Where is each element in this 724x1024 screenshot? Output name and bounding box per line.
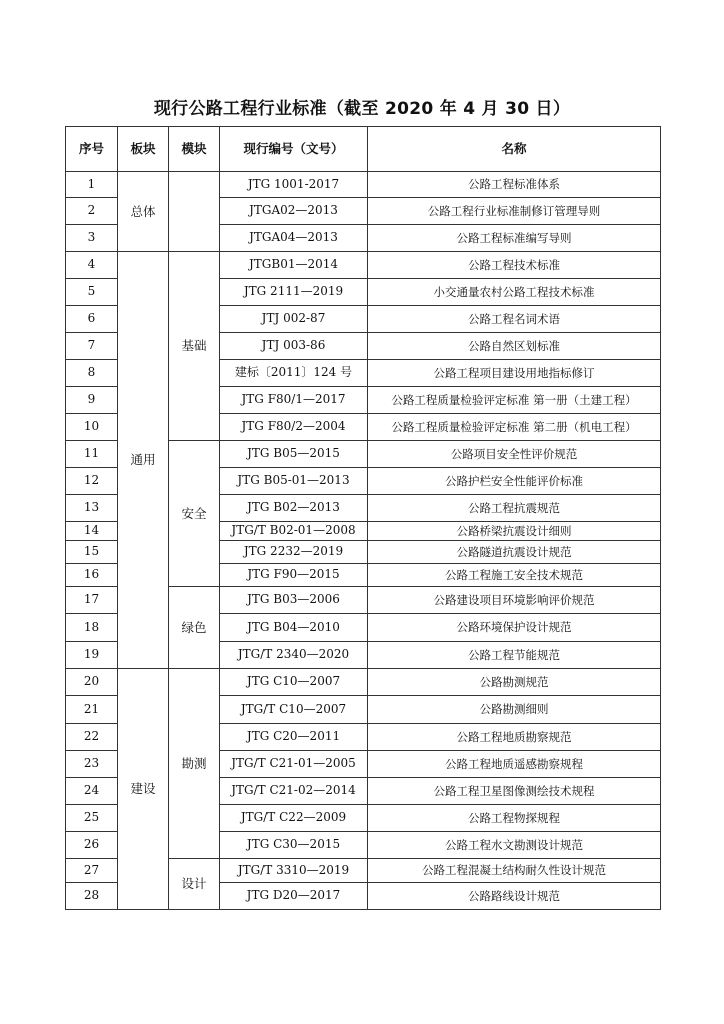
- header-row: [66, 127, 661, 172]
- row-code: JTG/T 3310—2019: [220, 859, 368, 883]
- row-name: 公路工程项目建设用地指标修订: [368, 360, 661, 387]
- module-cell-basic: 基础: [169, 252, 220, 441]
- row-code: JTGB01—2014: [220, 252, 368, 279]
- row-serial: 14: [66, 522, 118, 541]
- row-serial: 20: [66, 669, 118, 696]
- row-name: 公路勘测规范: [368, 669, 661, 696]
- row-name: 公路工程抗震规范: [368, 495, 661, 522]
- row-serial: 4: [66, 252, 118, 279]
- row-code: JTGA04—2013: [220, 225, 368, 252]
- row-name: 公路工程混凝土结构耐久性设计规范: [368, 859, 661, 883]
- section-cell-overall: 总体: [118, 172, 169, 252]
- row-serial: 8: [66, 360, 118, 387]
- row-name: 公路工程名词术语: [368, 306, 661, 333]
- row-serial: 27: [66, 859, 118, 883]
- row-code: JTG B03—2006: [220, 587, 368, 614]
- row-serial: 5: [66, 279, 118, 306]
- header-code: 现行编号（文号）: [220, 127, 368, 172]
- row-serial: 28: [66, 883, 118, 910]
- row-code: JTG/T C22—2009: [220, 805, 368, 832]
- table-row: [66, 669, 661, 696]
- row-name: 公路工程行业标准制修订管理导则: [368, 198, 661, 225]
- row-serial: 13: [66, 495, 118, 522]
- row-code: JTG F80/2—2004: [220, 414, 368, 441]
- module-cell-design: 设计: [169, 859, 220, 910]
- row-code: JTG F90—2015: [220, 564, 368, 587]
- module-cell-survey: 勘测: [169, 669, 220, 859]
- row-serial: 23: [66, 751, 118, 778]
- row-code: JTG 1001-2017: [220, 172, 368, 198]
- section-cell-construction: 建设: [118, 669, 169, 910]
- row-name: 公路工程水文勘测设计规范: [368, 832, 661, 859]
- row-serial: 22: [66, 724, 118, 751]
- table-row: [66, 172, 661, 198]
- row-name: 公路工程卫星图像测绘技术规程: [368, 778, 661, 805]
- header-module: 模块: [169, 127, 220, 172]
- row-name: 公路工程质量检验评定标准 第二册（机电工程）: [368, 414, 661, 441]
- page-title: 现行公路工程行业标准（截至 2020 年 4 月 30 日）: [153, 99, 571, 119]
- row-code: JTG/T C10—2007: [220, 696, 368, 724]
- row-serial: 25: [66, 805, 118, 832]
- row-serial: 19: [66, 642, 118, 669]
- row-code: JTG B05-01—2013: [220, 468, 368, 495]
- row-code: JTG C10—2007: [220, 669, 368, 696]
- row-serial: 1: [66, 172, 118, 198]
- row-name: 公路工程地质遥感勘察规程: [368, 751, 661, 778]
- row-name: 公路环境保护设计规范: [368, 614, 661, 642]
- row-serial: 16: [66, 564, 118, 587]
- row-serial: 18: [66, 614, 118, 642]
- row-code: JTG C20—2011: [220, 724, 368, 751]
- row-serial: 17: [66, 587, 118, 614]
- row-name: 公路工程标准编写导则: [368, 225, 661, 252]
- row-code: JTG F80/1—2017: [220, 387, 368, 414]
- row-code: JTG B04—2010: [220, 614, 368, 642]
- row-serial: 6: [66, 306, 118, 333]
- row-name: 公路工程物探规程: [368, 805, 661, 832]
- row-name: 公路工程技术标准: [368, 252, 661, 279]
- module-cell-green: 绿色: [169, 587, 220, 669]
- table-row: [66, 252, 661, 279]
- row-serial: 26: [66, 832, 118, 859]
- row-code: JTJ 003-86: [220, 333, 368, 360]
- module-cell-safety: 安全: [169, 441, 220, 587]
- row-serial: 11: [66, 441, 118, 468]
- module-cell-overall: [169, 172, 220, 252]
- row-name: 公路项目安全性评价规范: [368, 441, 661, 468]
- row-code: JTG/T C21-02—2014: [220, 778, 368, 805]
- header-serial: 序号: [66, 127, 118, 172]
- row-code: JTGA02—2013: [220, 198, 368, 225]
- row-name: 公路自然区划标准: [368, 333, 661, 360]
- header-name: 名称: [368, 127, 661, 172]
- row-code: JTG D20—2017: [220, 883, 368, 910]
- row-name: 公路工程施工安全技术规范: [368, 564, 661, 587]
- row-serial: 10: [66, 414, 118, 441]
- row-serial: 7: [66, 333, 118, 360]
- standards-table: [65, 126, 661, 910]
- section-cell-general: 通用: [118, 252, 169, 669]
- row-name: 公路工程地质勘察规范: [368, 724, 661, 751]
- row-name: 公路建设项目环境影响评价规范: [368, 587, 661, 614]
- row-code: JTG/T 2340—2020: [220, 642, 368, 669]
- row-code: JTJ 002-87: [220, 306, 368, 333]
- row-code: JTG C30—2015: [220, 832, 368, 859]
- row-serial: 9: [66, 387, 118, 414]
- row-serial: 21: [66, 696, 118, 724]
- header-section: 板块: [118, 127, 169, 172]
- row-serial: 12: [66, 468, 118, 495]
- row-code: JTG 2111—2019: [220, 279, 368, 306]
- row-code: 建标〔2011〕124 号: [220, 360, 368, 387]
- row-serial: 3: [66, 225, 118, 252]
- row-name: 公路隧道抗震设计规范: [368, 541, 661, 564]
- row-code: JTG B05—2015: [220, 441, 368, 468]
- row-name: 公路工程节能规范: [368, 642, 661, 669]
- row-name: 小交通量农村公路工程技术标准: [368, 279, 661, 306]
- row-code: JTG/T C21-01—2005: [220, 751, 368, 778]
- row-code: JTG B02—2013: [220, 495, 368, 522]
- row-name: 公路护栏安全性能评价标准: [368, 468, 661, 495]
- row-serial: 24: [66, 778, 118, 805]
- row-serial: 2: [66, 198, 118, 225]
- row-serial: 15: [66, 541, 118, 564]
- row-name: 公路勘测细则: [368, 696, 661, 724]
- row-name: 公路工程标准体系: [368, 172, 661, 198]
- row-name: 公路桥梁抗震设计细则: [368, 522, 661, 541]
- row-name: 公路工程质量检验评定标准 第一册（土建工程）: [368, 387, 661, 414]
- row-code: JTG 2232—2019: [220, 541, 368, 564]
- row-code: JTG/T B02-01—2008: [220, 522, 368, 541]
- row-name: 公路路线设计规范: [368, 883, 661, 910]
